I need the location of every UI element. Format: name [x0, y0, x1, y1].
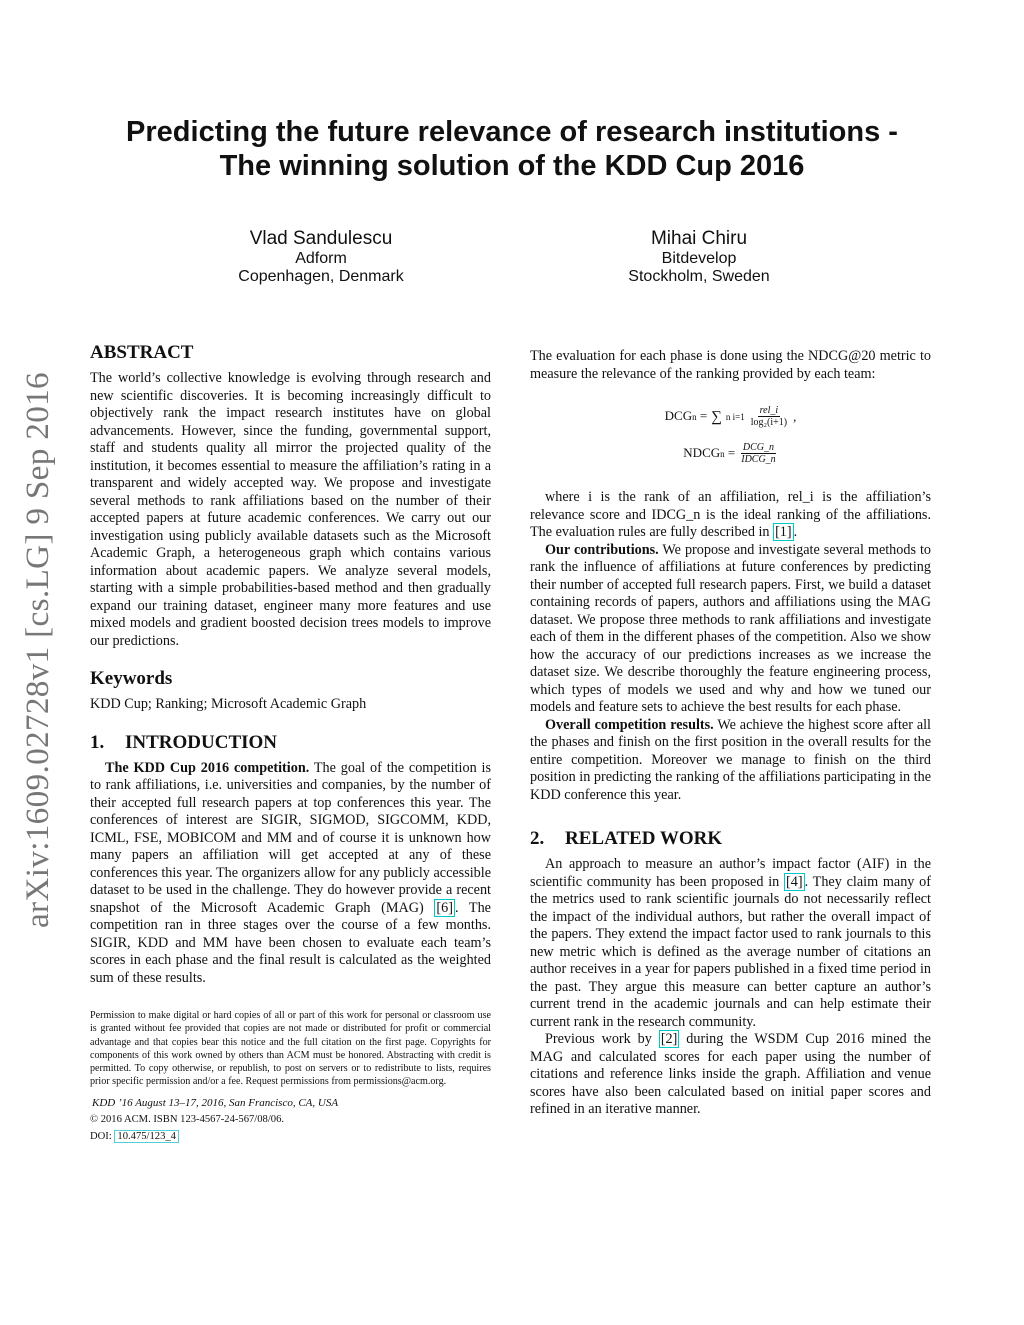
- paragraph-text: Previous work by: [545, 1031, 659, 1047]
- paragraph-text: . The competition ran in three stages over the course of a few months. SIGIR, KDD and MM have been chosen to evaluate each team’s scores in each phase and the final result is calculated as the weighted sum of these results.: [90, 899, 491, 986]
- eq-lhs: DCG: [664, 408, 693, 423]
- related-paragraph-1: [530, 856, 931, 1031]
- fraction: [739, 442, 777, 465]
- introduction-paragraph: [90, 760, 491, 988]
- paper-title: [60, 115, 964, 183]
- runin-heading: The KDD Cup 2016 competition.: [105, 759, 310, 776]
- author-location: Copenhagen, Denmark: [238, 268, 404, 285]
- paragraph-text: The goal of the competition is to rank affiliations, i.e. universities and companies, by the number of their accepted full research papers at top conferences this year. The conferences of interest are SIGIR, SIGMOD, SIGCOMM, KDD, ICML, FSE, MOBICOM and MM and of course it is unknown how many papers an affiliation will get accepted at any of these conferences this year. The organizers allow for any publicly accessible dataset to be used in the challenge. They do however provide a recent snapshot of the Microsoft Academic Graph (MAG): [90, 759, 491, 916]
- contributions-paragraph: [530, 542, 931, 717]
- left-column: [90, 342, 491, 1145]
- abstract-text: The world’s collective knowledge is evolving through research and new scientific discoveries. It is becoming increasingly difficult to objectively rank the impact research institutes have on global advancements. However, since the funding, governmental support, staff and students quality all mirror the projected quality of the institution, it becomes essential to measure the affiliation’s rating in a transparent and widely accepted way. We propose and investigate several methods to rank affiliations based on the number of their accepted papers at future academic conferences. We carry out our investigation using publicly available datasets such as the Microsoft Academic Graph, a heterogeneous graph which contains various information about academic papers. We analyze several models, starting with a simple probabilities-based method and then gradually expand our training dataset, engineer many more features and use mixed models and gradient boosted decision trees models to improve our predictions.: [90, 370, 491, 649]
- eq-lhs-sub: n: [692, 412, 697, 422]
- copyright-line: © 2016 ACM. ISBN 123-4567-24-567/08/06.: [90, 1113, 285, 1125]
- doi-link[interactable]: 10.475/123_4: [114, 1130, 179, 1143]
- sum-symbol: ∑: [711, 408, 722, 425]
- arxiv-identifier: [10, 370, 60, 930]
- evaluation-intro: The evaluation for each phase is done using the NDCG@20 metric to measure the relevance of the ranking provided by each team:: [530, 348, 931, 382]
- related-work-heading: [530, 828, 931, 850]
- paragraph-text: where i is the rank of an affiliation, rel_i is the affiliation’s relevance score and IDCG_n is the ideal ranking of the affiliations. The evaluation rules are fully described in: [530, 489, 931, 540]
- fraction: [749, 405, 789, 428]
- citation-link[interactable]: [4]: [786, 873, 803, 890]
- title-line-1: Predicting the future relevance of research institutions -: [126, 116, 898, 148]
- venue-line: KDD ’16 August 13–17, 2016, San Francisco, CA, USA: [92, 1096, 339, 1109]
- eq-lhs-sub: n: [720, 449, 725, 459]
- author-affiliation: Bitdevelop: [661, 250, 737, 267]
- doi-line: [90, 1128, 491, 1145]
- ndcg-equation: NDCGn = $\frac{\text{DCG\_n}}{\text{IDCG\_n}}$: [683, 442, 776, 465]
- author-block-2: [549, 228, 849, 286]
- citation-link[interactable]: [2]: [660, 1031, 678, 1047]
- right-column: [530, 348, 931, 1119]
- paragraph-text: .: [793, 524, 798, 540]
- runin-heading: Overall competition results.: [545, 716, 714, 733]
- author-affiliation: Adform: [295, 250, 347, 267]
- runin-heading: Our contributions.: [545, 541, 659, 558]
- author-name: Mihai Chiru: [650, 228, 748, 249]
- eq-lhs: NDCG: [683, 445, 721, 460]
- keywords-heading: Keywords: [90, 668, 173, 689]
- paragraph-text: An approach to measure an author’s impact factor (AIF) in the scientific community has been proposed in: [530, 856, 931, 890]
- permission-notice: Permission to make digital or hard copies of all or part of this work for personal or classroom use is granted without fee provided that copies are not made or distributed for profit or commercial advantage and that copies bear this notice and the full citation on the first page. Copyrights for components of this work owned by others than ACM must be honored. Abstracting with credit is permitted. To copy otherwise, or republish, to post on servers or to redistribute to lists, requires prior specific permission and/or a fee. Request permissions from permissions@acm.org.: [90, 1010, 491, 1088]
- citation-link[interactable]: [6]: [436, 899, 453, 916]
- section-title: RELATED WORK: [565, 828, 723, 849]
- doi-label: DOI:: [90, 1130, 115, 1142]
- author-name: Vlad Sandulescu: [249, 228, 393, 249]
- section-number: 1.: [90, 731, 105, 753]
- paragraph-text: We achieve the highest score after all the phases and finish on the first position in the overall results for the entire competition. Moreover we manage to finish on the third position in predicting the ranking of the affiliations participating in the KDD conference this year.: [530, 716, 932, 803]
- arxiv-identifier-text: arXiv:1609.02728v1 [cs.LG] 9 Sep 2016: [20, 376, 56, 928]
- section-number: 2.: [530, 828, 545, 849]
- evaluation-where: [530, 489, 931, 542]
- numerator: rel_i: [759, 405, 779, 416]
- sum-limits: n i=1: [725, 411, 745, 422]
- results-paragraph: [530, 717, 931, 805]
- related-paragraph-2: [530, 1031, 931, 1119]
- paragraph-text: We propose and investigate several methods to rank the influence of affiliations at future conferences by predicting their number of accepted full research papers. First, we build a dataset containing records of papers, authors and affiliations using the MAG dataset. We propose three methods to rank affiliations and investigate each of them in the different phases of the competition. Also we show how the accuracy of our predictions increases as we increase the dataset size. We describe thoroughly the feature engineering process, which types of models we used and why and how we tuned our models and feature sets to achieve the best results for each phase.: [530, 541, 931, 715]
- author-location: Stockholm, Sweden: [628, 268, 770, 285]
- abstract-heading: ABSTRACT: [90, 342, 194, 363]
- title-line-2: The winning solution of the KDD Cup 2016: [219, 150, 805, 182]
- paragraph-text: . They claim many of the metrics used to rank scientific journals do not necessarily reflect the impact of the individual authors, but rather the overall impact of the papers. They extend the impact factor used to rank journals to this new metric which is defined as the average number of citations an author receives in a year for papers published in a fixed time period in the past. They argue this measure can better capture an author’s current trend in the academic journals and can help estimate their current rank in the research community.: [530, 873, 931, 1030]
- keywords-text: KDD Cup; Ranking; Microsoft Academic Graph: [90, 696, 367, 712]
- denominator: IDCG_n: [741, 454, 776, 465]
- introduction-heading: [90, 732, 491, 754]
- denominator: log₂(i+1): [750, 417, 788, 428]
- dcg-equation: DCGn = ∑ n i=1 $\frac{\text{rel\_i}}{\text{log₂(i+1)}}$ ,: [664, 405, 797, 428]
- author-block-1: [171, 228, 471, 286]
- numerator: DCG_n: [742, 442, 775, 453]
- paragraph-text: during the WSDM Cup 2016 mined the MAG and calculated scores for each paper using the number of citations and reference links inside the graph. Affiliation and venue scores have also been calculated based on initial paper scores and refined in an iterative manner.: [530, 1031, 931, 1117]
- section-title: INTRODUCTION: [125, 731, 278, 753]
- citation-link[interactable]: [1]: [775, 524, 792, 540]
